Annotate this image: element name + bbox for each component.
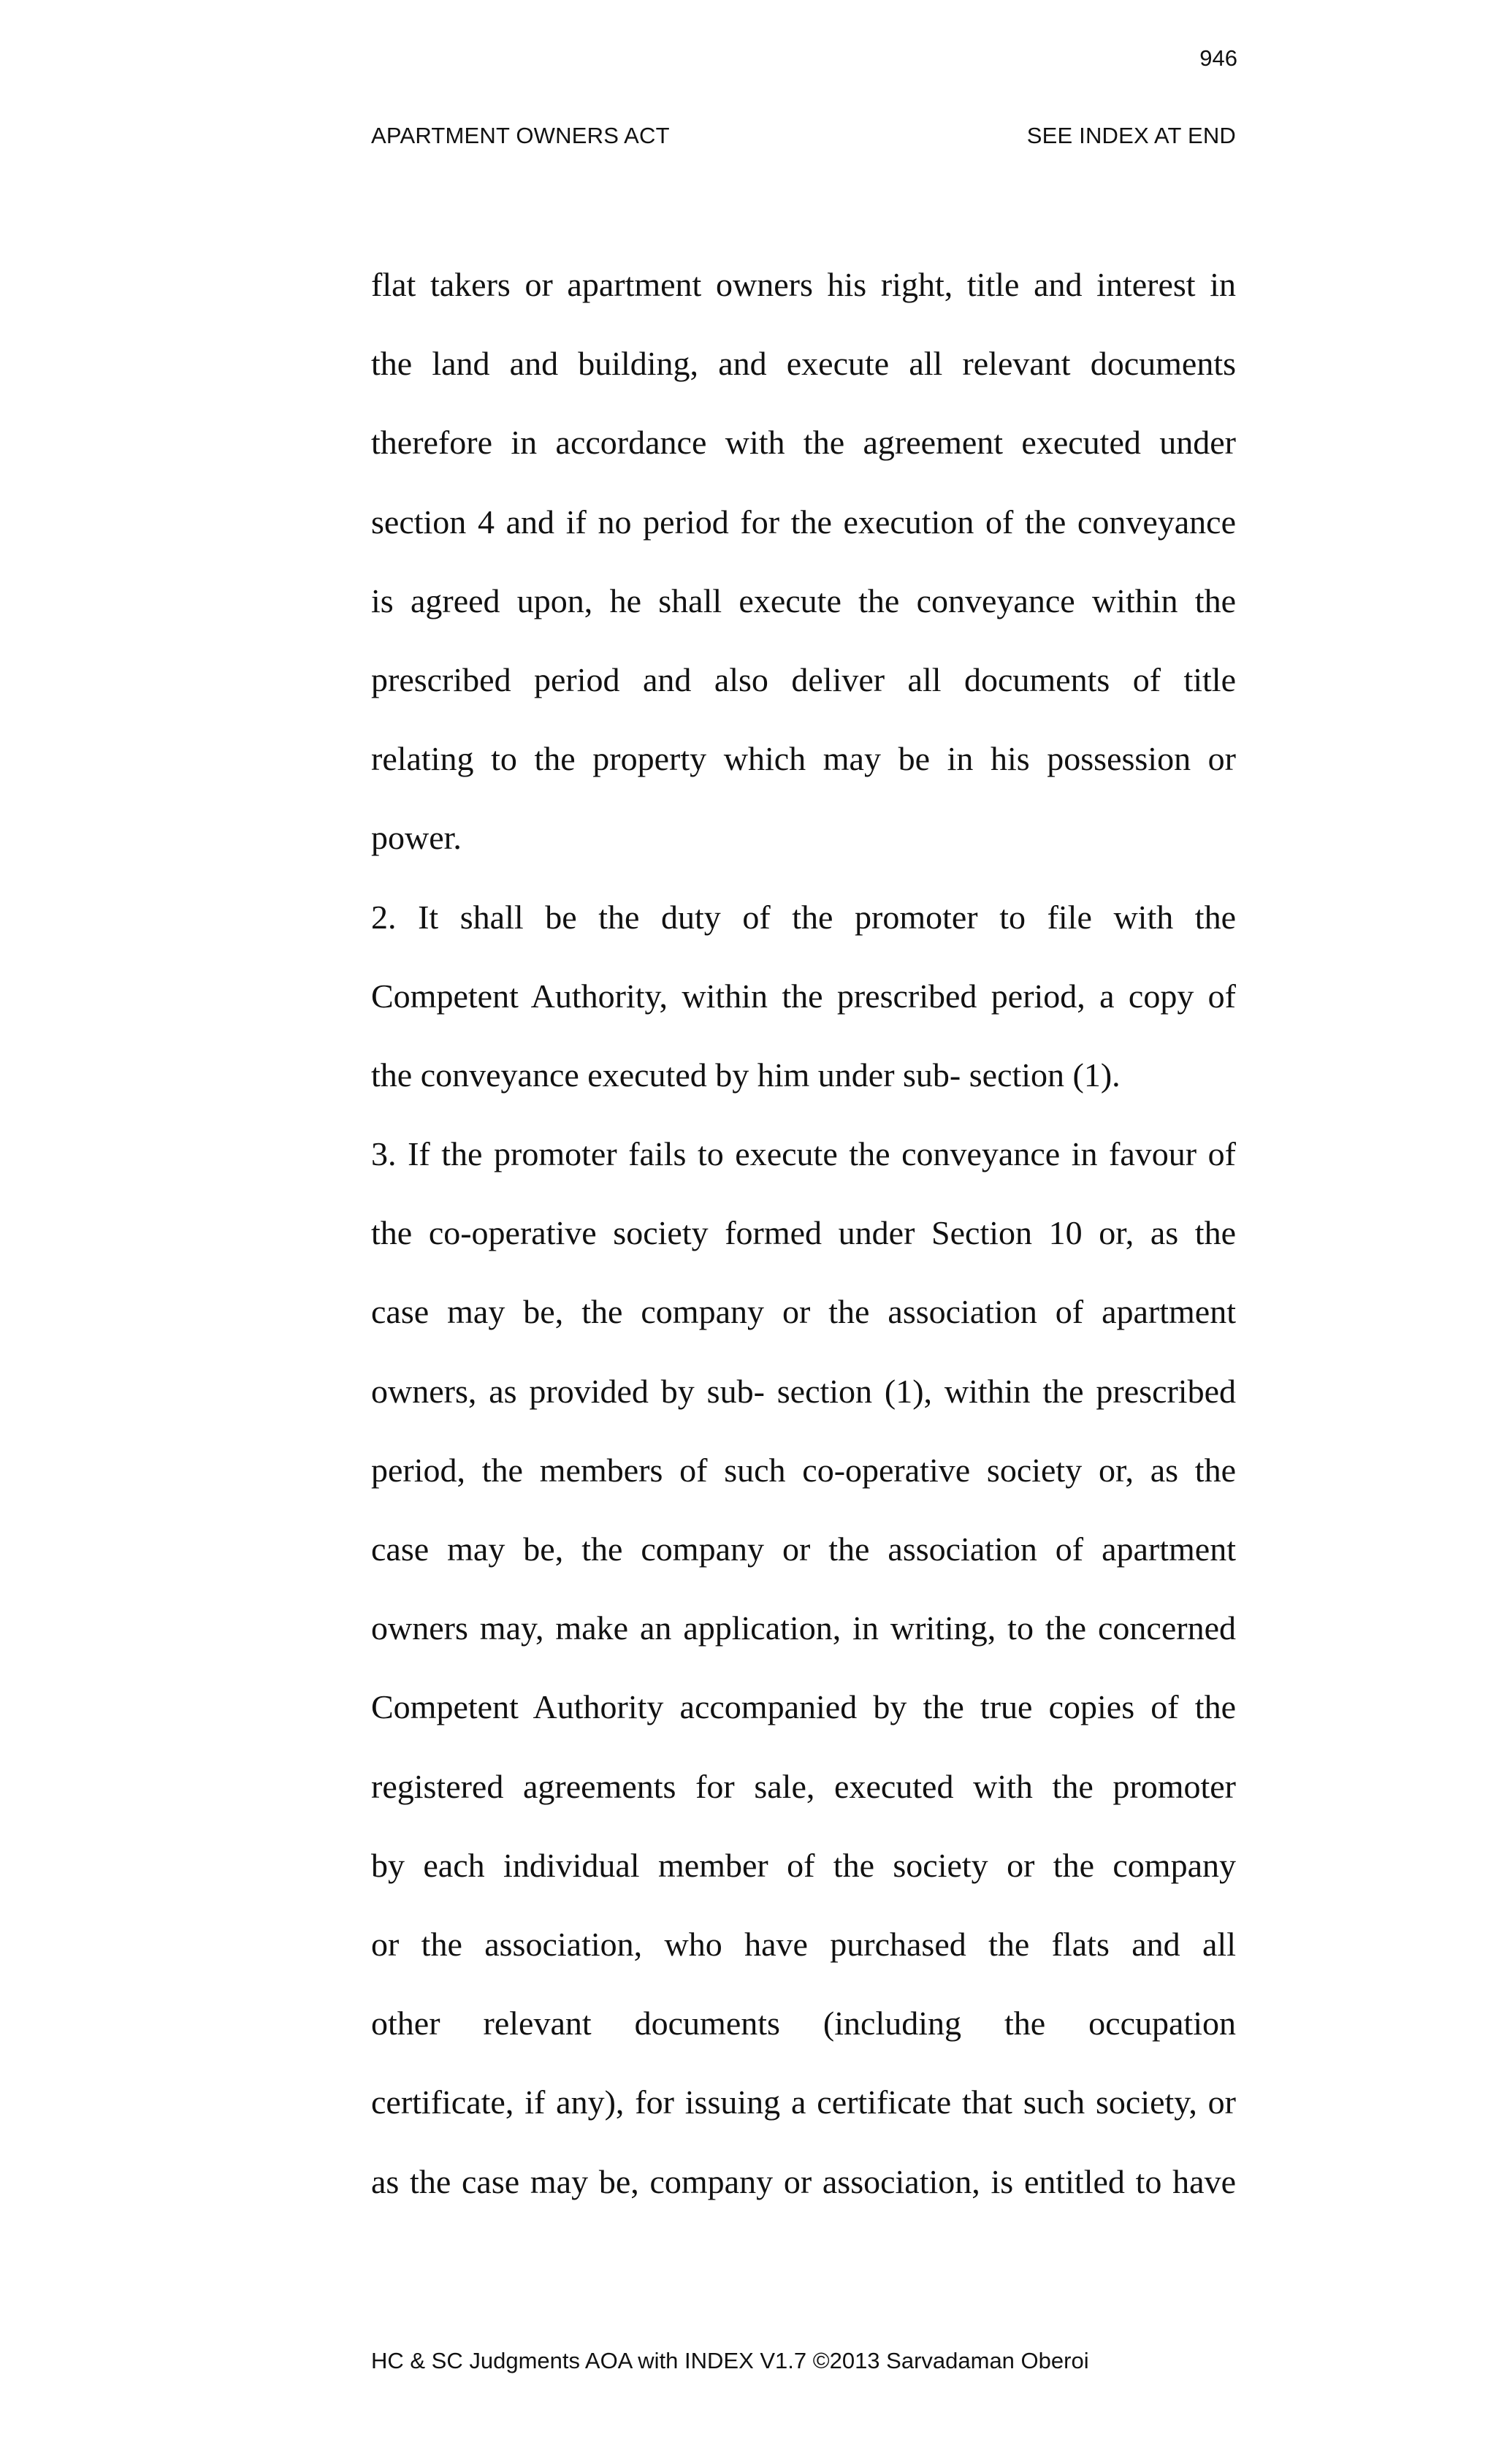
text-line: the conveyance executed by him under sub- section (1).	[371, 1056, 1121, 1094]
text-line: as the case may be, company or association, is entitled to have	[371, 2162, 1236, 2200]
text-line: other relevant documents (including the occupation	[371, 2005, 1236, 2042]
text-line: section 4 and if no period for the execution of the conveyance	[371, 503, 1236, 541]
text-line: 2. It shall be the duty of the promoter to file with the	[371, 898, 1236, 936]
text-line: relating to the property which may be in his possession or	[371, 740, 1236, 778]
text-line: prescribed period and also deliver all documents of title	[371, 660, 1236, 698]
page-number: 946	[1199, 45, 1237, 71]
text-line: power.	[371, 819, 462, 857]
text-line: or the association, who have purchased the flats and all	[371, 1925, 1236, 1963]
text-line: registered agreements for sale, executed with the promoter	[371, 1767, 1236, 1805]
body-text	[371, 264, 1236, 2240]
text-line: case may be, the company or the association of apartment	[371, 1530, 1236, 1568]
text-line: therefore in accordance with the agreement executed under	[371, 424, 1236, 462]
text-line: is agreed upon, he shall execute the conveyance within the	[371, 581, 1236, 619]
running-header	[371, 123, 1236, 149]
text-line: flat takers or apartment owners his right, title and interest in	[371, 266, 1236, 303]
text-line: owners may, make an application, in writing, to the concerned	[371, 1609, 1236, 1647]
text-line: owners, as provided by sub- section (1), within the prescribed	[371, 1372, 1236, 1410]
text-line: Competent Authority accompanied by the true copies of the	[371, 1688, 1236, 1726]
running-header-index-note: SEE INDEX AT END	[1026, 123, 1236, 148]
running-header-title: APARTMENT OWNERS ACT	[371, 123, 670, 148]
text-line: the land and building, and execute all relevant documents	[371, 345, 1236, 383]
text-line: the co-operative society formed under Section 10 or, as the	[371, 1214, 1236, 1252]
footer-copyright: HC & SC Judgments AOA with INDEX V1.7 ©2013 Sarvadaman Oberoi	[371, 2348, 1089, 2373]
text-line: case may be, the company or the association of apartment	[371, 1293, 1236, 1331]
text-line: Competent Authority, within the prescribed period, a copy of	[371, 977, 1236, 1015]
text-line: by each individual member of the society or the company	[371, 1846, 1236, 1884]
text-line: 3. If the promoter fails to execute the conveyance in favour of	[371, 1135, 1236, 1173]
text-line: period, the members of such co-operative society or, as the	[371, 1451, 1236, 1489]
text-line: certificate, if any), for issuing a certificate that such society, or	[371, 2083, 1236, 2121]
